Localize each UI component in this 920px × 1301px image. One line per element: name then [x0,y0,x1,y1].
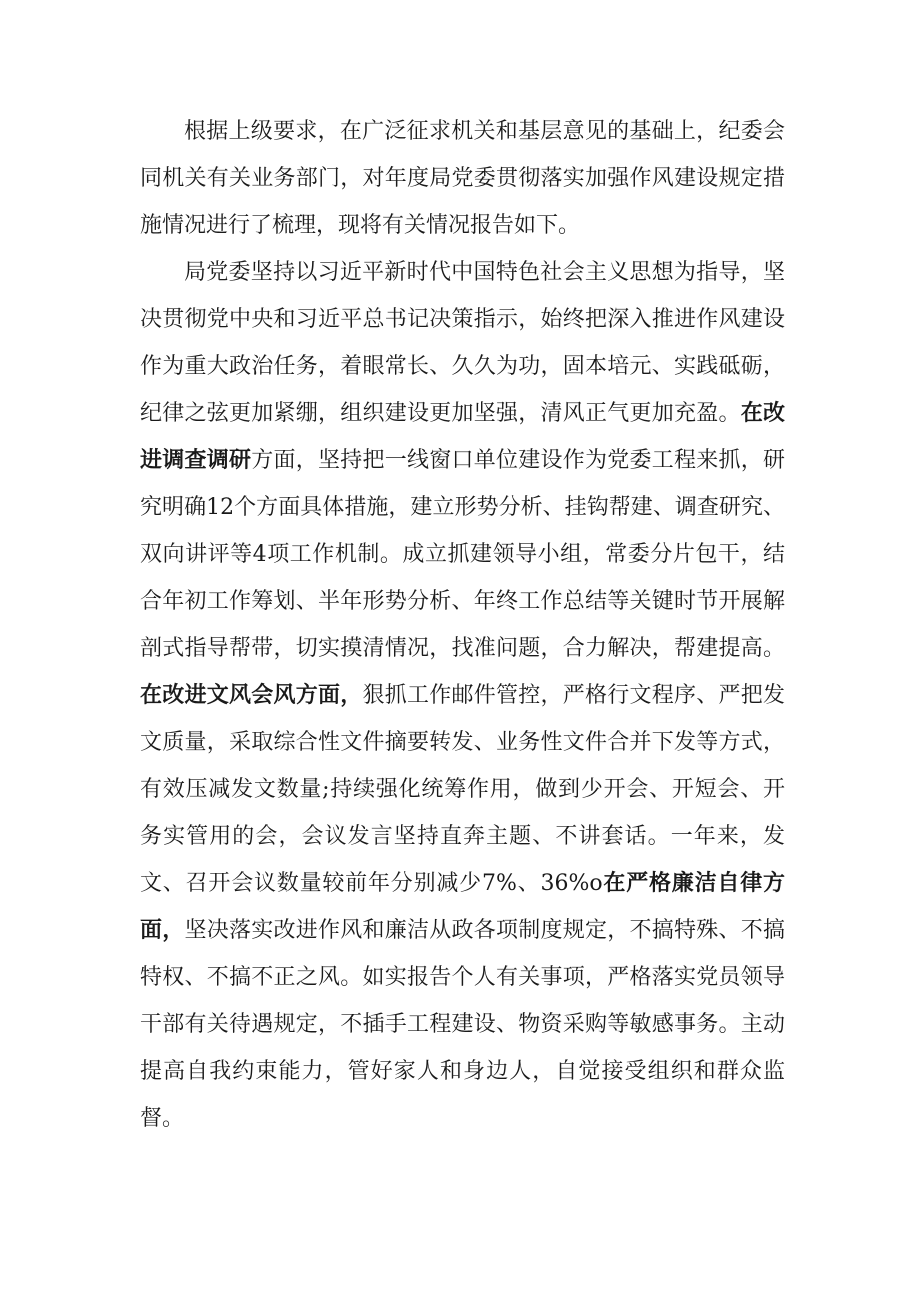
paragraph-intro [140,108,785,249]
heading-integrity: 在严格廉洁自律方面， [140,870,785,943]
paragraph-main [140,249,785,1142]
paragraph-2-intro: 局党委坚持以习近平新时代中国特色社会主义思想为指导，坚决贯彻党中央和习近平总书记决策指示，始终把深入推进作风建设作为重大政治任务，着眼常长、久久为功，固本培元、实践砥砺，纪律之弦更加紧绷，组织建设更加坚强，清风正气更加充盈。 [140,260,785,426]
section-integrity-text: 坚决落实改进作风和廉洁从政各项制度规定，不搞特殊、不搞特权、不搞不正之风。如实报告个人有关事项，严格落实党员领导干部有关待遇规定，不插手工程建设、物资采购等敏感事务。主动提高自我约束能力，管好家人和身边人，自觉接受组织和群众监督。 [140,918,785,1131]
heading-research: 在改进调查调研 [140,400,785,473]
section-writing-meetings-text: 狠抓工作邮件管控，严格行文程序、严把发文质量，采取综合性文件摘要转发、业务性文件合并下发等方式，有效压减发文数量;持续强化统筹作用，做到少开会、开短会、开务实管用的会，会议发言坚持直奔主题、不讲套话。一年来，发文、召开会议数量较前年分别减少7%、36%o [140,683,785,896]
section-research-text: 方面，坚持把一线窗口单位建设作为党委工程来抓，研究明确12个方面具体措施，建立形势分析、挂钩帮建、调查研究、双向讲评等4项工作机制。成立抓建领导小组，常委分片包干，结合年初工作筹划、半年形势分析、年终工作总结等关键时节开展解剖式指导帮带，切实摸清情况，找准问题，合力解决，帮建提高。 [140,448,785,661]
paragraph-1-text: 根据上级要求，在广泛征求机关和基层意见的基础上，纪委会同机关有关业务部门，对年度局党委贯彻落实加强作风建设规定措施情况进行了梳理，现将有关情况报告如下。 [140,119,785,238]
document-body [140,108,785,1142]
heading-writing-meetings: 在改进文风会风方面， [140,682,363,708]
